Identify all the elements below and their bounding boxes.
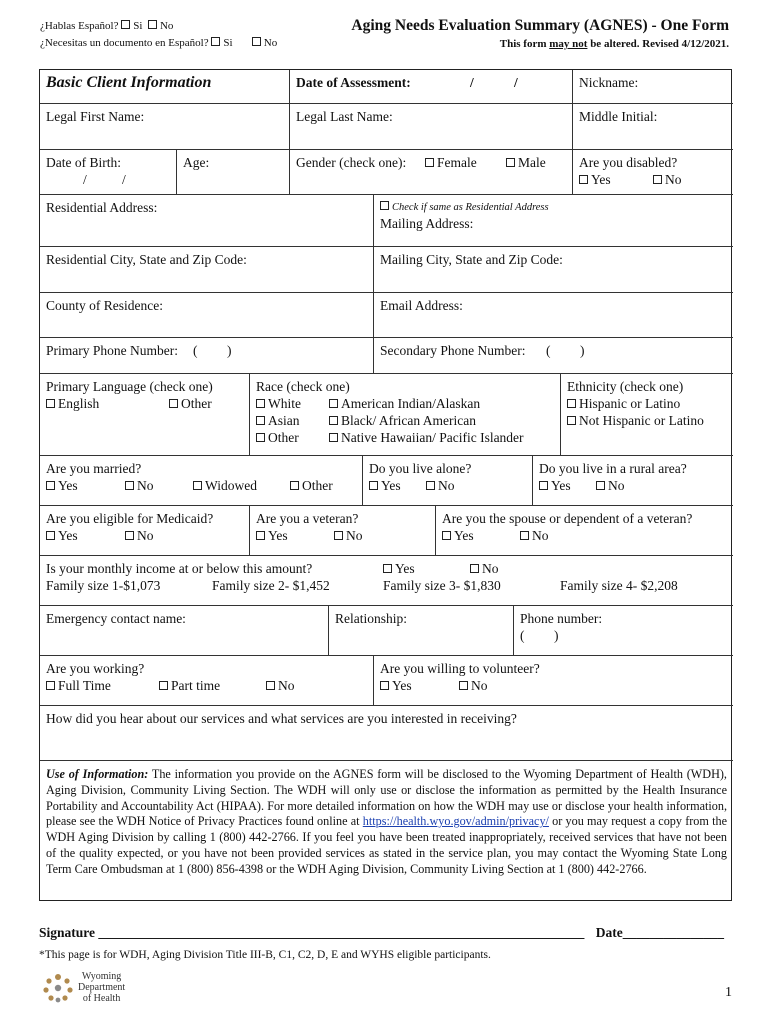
married-field xyxy=(40,456,363,506)
logo-text-2: Department xyxy=(78,982,126,993)
primary-phone-field[interactable] xyxy=(40,338,374,374)
checkbox-race-other[interactable] xyxy=(256,433,265,442)
no-label: No xyxy=(263,37,278,49)
language-label: Primary Language (check one) xyxy=(46,379,213,394)
checkbox-language-other[interactable] xyxy=(169,399,178,408)
basic-info-header xyxy=(40,70,290,104)
checkbox-full-time[interactable] xyxy=(46,681,55,690)
spouse-veteran-label: Are you the spouse or dependent of a veteran? xyxy=(442,511,693,526)
age-field[interactable] xyxy=(177,150,290,195)
other-label: Other xyxy=(268,430,299,445)
checkbox-hablas-no[interactable] xyxy=(148,20,157,29)
no-label: No xyxy=(346,528,363,543)
checkbox-alone-no[interactable] xyxy=(426,481,435,490)
middle-initial-field[interactable] xyxy=(573,104,733,150)
other-label: Other xyxy=(181,396,212,411)
checkbox-married-other[interactable] xyxy=(290,481,299,490)
checkbox-hispanic[interactable] xyxy=(567,399,576,408)
checkbox-married-no[interactable] xyxy=(125,481,134,490)
checkbox-alone-yes[interactable] xyxy=(369,481,378,490)
check-same-label: Check if same as Residential Address xyxy=(392,202,549,213)
male-label: Male xyxy=(518,155,546,170)
checkbox-necesitas-no[interactable] xyxy=(252,37,261,46)
income-field xyxy=(40,556,733,606)
checkbox-working-no[interactable] xyxy=(266,681,275,690)
checkbox-medicaid-yes[interactable] xyxy=(46,531,55,540)
legal-last-field[interactable] xyxy=(290,104,573,150)
volunteer-field xyxy=(374,656,733,706)
checkbox-married-yes[interactable] xyxy=(46,481,55,490)
signature-line[interactable] xyxy=(39,925,724,941)
hispanic-label: Hispanic or Latino xyxy=(579,396,681,411)
client-form xyxy=(39,69,732,901)
use-label: Use of Information: xyxy=(46,767,149,781)
logo-text-1: Wyoming xyxy=(81,971,122,982)
white-label: White xyxy=(268,396,301,411)
live-alone-label: Do you live alone? xyxy=(369,461,472,476)
necesitas-label: ¿Necesitas un documento en Español? xyxy=(40,37,209,49)
gender-field xyxy=(290,150,573,195)
yes-label: Yes xyxy=(58,478,78,493)
mail-city-field[interactable] xyxy=(374,247,733,293)
wdh-logo xyxy=(40,971,130,1005)
disabled-field xyxy=(573,150,733,195)
checkbox-english[interactable] xyxy=(46,399,55,408)
family-size-2: Family size 2- $1,452 xyxy=(212,578,330,593)
paren-open: ( xyxy=(546,343,551,358)
yes-label: Yes xyxy=(454,528,474,543)
no-label: No xyxy=(665,172,682,187)
gender-label: Gender (check one): xyxy=(296,155,407,170)
family-size-3: Family size 3- $1,830 xyxy=(383,578,501,593)
date-assessment-label: Date of Assessment: xyxy=(296,75,411,90)
emergency-label: Emergency contact name: xyxy=(46,611,186,626)
checkbox-rural-yes[interactable] xyxy=(539,481,548,490)
race-field xyxy=(250,374,561,456)
paren-close: ) xyxy=(554,628,559,643)
other-label: Other xyxy=(302,478,333,493)
privacy-link[interactable]: https://health.wyo.gov/admin/privacy/ xyxy=(362,814,549,829)
secondary-phone-field[interactable] xyxy=(374,338,733,374)
widowed-label: Widowed xyxy=(205,478,257,493)
rural-field xyxy=(533,456,733,506)
mail-city-label: Mailing City, State and Zip Code: xyxy=(380,252,563,267)
no-label: No xyxy=(471,678,488,693)
yes-label: Yes xyxy=(392,678,412,693)
primary-phone-label: Primary Phone Number: xyxy=(46,343,178,358)
spanish-question xyxy=(40,20,173,32)
black-label: Black/ African American xyxy=(341,413,476,428)
age-label: Age: xyxy=(183,155,210,170)
family-size-1: Family size 1-$1,073 xyxy=(46,578,161,593)
veteran-label: Are you a veteran? xyxy=(256,511,359,526)
ethnicity-field xyxy=(561,374,733,456)
residential-address-label: Residential Address: xyxy=(46,200,158,215)
volunteer-label: Are you willing to volunteer? xyxy=(380,661,540,676)
no-label: No xyxy=(482,561,499,576)
checkbox-black[interactable] xyxy=(329,416,338,425)
checkbox-disabled-no[interactable] xyxy=(653,175,662,184)
checkbox-widowed[interactable] xyxy=(193,481,202,490)
yes-label: Yes xyxy=(58,528,78,543)
checkbox-veteran-yes[interactable] xyxy=(256,531,265,540)
paren-close: ) xyxy=(227,343,232,358)
form-title: Aging Needs Evaluation Summary (AGNES) - One Form xyxy=(351,17,729,34)
spouse-veteran-field xyxy=(436,506,733,556)
dob-label: Date of Birth: xyxy=(46,155,121,170)
mailing-address-field[interactable] xyxy=(374,195,733,247)
checkbox-part-time[interactable] xyxy=(159,681,168,690)
checkbox-rural-no[interactable] xyxy=(596,481,605,490)
res-city-label: Residential City, State and Zip Code: xyxy=(46,252,247,267)
secondary-phone-label: Secondary Phone Number: xyxy=(380,343,526,358)
footnote: *This page is for WDH, Aging Division Title III-B, C1, C2, D, E and WYHS eligible participants. xyxy=(39,949,491,961)
phone-number-label: Phone number: xyxy=(520,611,603,626)
legal-first-label: Legal First Name: xyxy=(46,109,145,124)
checkbox-hablas-si[interactable] xyxy=(121,20,130,29)
no-label: No xyxy=(438,478,455,493)
checkbox-medicaid-no[interactable] xyxy=(125,531,134,540)
nickname-label: Nickname: xyxy=(579,75,639,90)
checkbox-asian[interactable] xyxy=(256,416,265,425)
part-time-label: Part time xyxy=(171,678,221,693)
si-label: Si xyxy=(223,37,233,49)
veteran-field xyxy=(250,506,436,556)
no-label: No xyxy=(159,20,174,32)
logo-text-3: of Health xyxy=(82,993,121,1004)
logo-icon xyxy=(40,971,76,1005)
date-slash: / xyxy=(514,75,518,90)
paren-open: ( xyxy=(520,628,525,643)
checkbox-volunteer-no[interactable] xyxy=(459,681,468,690)
note-pre: This form xyxy=(499,38,550,50)
ethnicity-label: Ethnicity (check one) xyxy=(567,379,684,394)
dob-slash: / xyxy=(122,172,126,187)
rural-label: Do you live in a rural area? xyxy=(539,461,687,476)
medicaid-field xyxy=(40,506,250,556)
checkbox-necesitas-si[interactable] xyxy=(211,37,220,46)
checkbox-income-yes[interactable] xyxy=(383,564,392,573)
date-assessment-field[interactable] xyxy=(290,70,573,104)
checkbox-female[interactable] xyxy=(425,158,434,167)
date-label: Date_______________ xyxy=(595,925,725,940)
mailing-address-label: Mailing Address: xyxy=(380,216,474,231)
dob-field[interactable] xyxy=(40,150,177,195)
no-label: No xyxy=(137,528,154,543)
how-hear-label: How did you hear about our services and what services are you interested in receiving? xyxy=(46,711,517,726)
working-field xyxy=(40,656,374,706)
page-number: 1 xyxy=(725,985,732,1000)
note-post: be altered. Revised 4/12/2021. xyxy=(587,38,729,50)
yes-label: Yes xyxy=(268,528,288,543)
asian-label: Asian xyxy=(268,413,300,428)
email-label: Email Address: xyxy=(380,298,463,313)
nickname-field[interactable] xyxy=(573,70,733,104)
female-label: Female xyxy=(437,155,477,170)
legal-first-field[interactable] xyxy=(40,104,290,150)
checkbox-disabled-yes[interactable] xyxy=(579,175,588,184)
language-field xyxy=(40,374,250,456)
yes-label: Yes xyxy=(395,561,415,576)
signature-label: Signature ________________________________________________________________________ xyxy=(39,925,585,940)
married-label: Are you married? xyxy=(46,461,142,476)
legal-last-label: Legal Last Name: xyxy=(296,109,393,124)
use-text-2: or you may request a copy from the WDH Aging Division by calling 1 (800) 442-2766. If you feel you have been treated inappropriately, received services that have not been of the quality expected, or you have not been provided services as stated in the service plan, you may contact the Wyoming State Long Term Care Ombudsman at 1 (800) 856-4398 or the WDH Aging Division, Community Living Section at 1 (800) 442-2766. xyxy=(46,814,727,876)
income-label: Is your monthly income at or below this amount? xyxy=(46,561,313,576)
checkbox-income-no[interactable] xyxy=(470,564,479,573)
checkbox-spouse-yes[interactable] xyxy=(442,531,451,540)
res-city-field[interactable] xyxy=(40,247,374,293)
emergency-contact-field[interactable] xyxy=(40,606,329,656)
paren-close: ) xyxy=(580,343,585,358)
not-hispanic-label: Not Hispanic or Latino xyxy=(579,413,704,428)
checkbox-native-hawaiian[interactable] xyxy=(329,433,338,442)
no-label: No xyxy=(137,478,154,493)
si-label: Si xyxy=(133,20,143,32)
yes-label: Yes xyxy=(591,172,611,187)
american-indian-label: American Indian/Alaskan xyxy=(341,396,481,411)
residential-address-field[interactable] xyxy=(40,195,374,247)
relationship-label: Relationship: xyxy=(335,611,407,626)
note-underline: may not xyxy=(549,38,588,50)
yes-label: Yes xyxy=(381,478,401,493)
form-note xyxy=(500,38,729,50)
middle-initial-label: Middle Initial: xyxy=(579,109,658,124)
hablas-label: ¿Hablas Español? xyxy=(40,20,119,32)
english-label: English xyxy=(58,396,100,411)
checkbox-american-indian[interactable] xyxy=(329,399,338,408)
full-time-label: Full Time xyxy=(58,678,111,693)
phone-number-field[interactable] xyxy=(514,606,733,656)
medicaid-label: Are you eligible for Medicaid? xyxy=(46,511,214,526)
spanish-document-question xyxy=(40,37,277,49)
checkbox-veteran-no[interactable] xyxy=(334,531,343,540)
checkbox-not-hispanic[interactable] xyxy=(567,416,576,425)
yes-label: Yes xyxy=(551,478,571,493)
race-label: Race (check one) xyxy=(256,379,350,394)
checkbox-male[interactable] xyxy=(506,158,515,167)
family-size-4: Family size 4- $2,208 xyxy=(560,578,678,593)
date-slash: / xyxy=(470,75,474,90)
working-label: Are you working? xyxy=(46,661,145,676)
section-title: Basic Client Information xyxy=(46,74,212,91)
no-label: No xyxy=(608,478,625,493)
county-label: County of Residence: xyxy=(46,298,163,313)
email-field[interactable] xyxy=(374,293,733,338)
live-alone-field xyxy=(363,456,533,506)
no-label: No xyxy=(532,528,549,543)
dob-slash: / xyxy=(83,172,87,187)
relationship-field[interactable] xyxy=(329,606,514,656)
use-text-1: The information you provide on the AGNES form will be disclosed to the Wyoming Department of Health (WDH), Aging Division, Community Living Section. The WDH will only use or disclose the information as permitted by the Health Insurance Portability and Accountability Act (HIPAA). For more detailed information on how the WDH may use or disclose your health information, please see the WDH Notice of Privacy Practices found online at xyxy=(46,767,727,829)
native-hawaiian-label: Native Hawaiian/ Pacific Islander xyxy=(341,430,524,445)
no-label: No xyxy=(278,678,295,693)
county-field[interactable] xyxy=(40,293,374,338)
checkbox-volunteer-yes[interactable] xyxy=(380,681,389,690)
how-hear-field[interactable] xyxy=(40,706,733,761)
checkbox-same-address[interactable] xyxy=(380,201,389,210)
use-of-information xyxy=(40,761,733,901)
checkbox-white[interactable] xyxy=(256,399,265,408)
disabled-label: Are you disabled? xyxy=(579,155,678,170)
paren-open: ( xyxy=(193,343,198,358)
checkbox-spouse-no[interactable] xyxy=(520,531,529,540)
